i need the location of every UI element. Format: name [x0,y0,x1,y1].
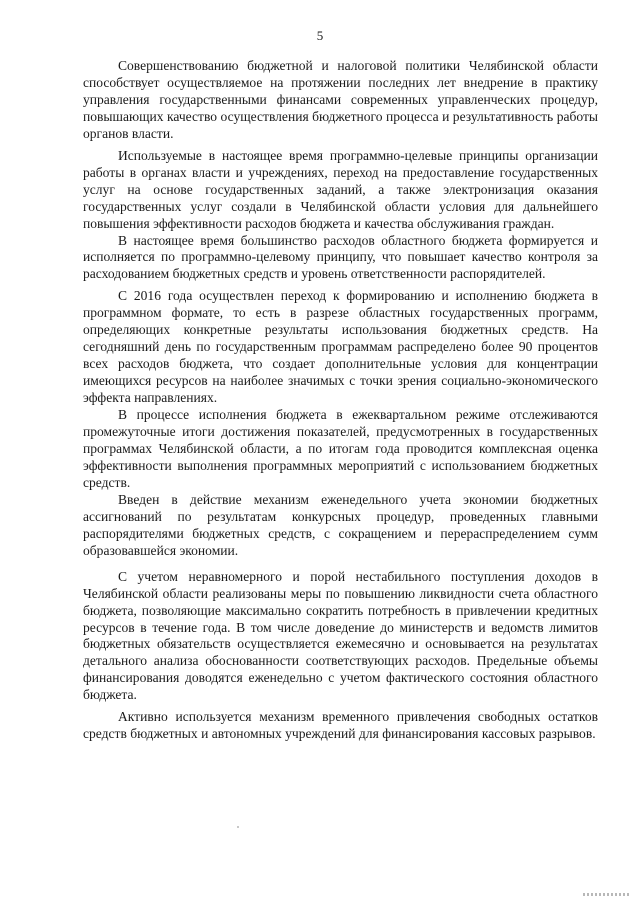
paragraph-quarterly-monitoring: В процессе исполнения бюджета в ежеквартальном режиме отслеживаются промежуточные итоги достижения показателей, предусмотренных в государственных программах Челябинской области, а по итогам года проводится комплексная оценка эффективности выполнения программных мероприятий с использованием бюджетных средств. [83,407,598,490]
document-body [83,58,598,743]
paragraph-program-format-2016: С 2016 года осуществлен переход к формированию и исполнению бюджета в программном формате, то есть в разрезе областных государственных программ, определяющих конкретные результаты использования бюджетных средств. На сегодняшний день по государственным программам распределено более 90 процентов всех расходов бюджета, что создает дополнительные условия для концентрации имеющихся ресурсов на наиболее значимых с точки зрения социально-экономического эффекта направлениях. [83,288,598,406]
page-number: 5 [316,28,324,43]
paragraph-temporary-funds: Активно используется механизм временного привлечения свободных остатков средств бюджетных и автономных учреждений для финансирования кассовых разрывов. [83,709,598,742]
scan-artifact-mark [583,893,631,896]
scan-artifact-dot [237,826,239,828]
paragraph-budget-policy: Совершенствованию бюджетной и налоговой политики Челябинской области способствует осуществляемое на протяжении последних лет внедрение в практику управления государственными финансами современных управленческих процедур, повышающих качество осуществления бюджетного процесса и результативность работы органов власти. [83,58,598,141]
paragraph-program-budget-share: В настоящее время большинство расходов областного бюджета формируется и исполняется по программно-целевому принципу, что повышает качество контроля за расходованием бюджетных средств и уровень ответственности распорядителей. [83,232,598,282]
paragraph-weekly-savings: Введен в действие механизм еженедельного учета экономии бюджетных ассигнований по результатам конкурсных процедур, проведенных главными распорядителями бюджетных средств, с сокращением и перераспределением сумм образовавшейся экономии. [83,491,598,558]
paragraph-liquidity-measures: С учетом неравномерного и порой нестабильного поступления доходов в Челябинской области реализованы меры по повышению ликвидности счета областного бюджета, позволяющие максимально сократить потребность в привлечении кредитных ресурсов в течение года. В том числе доведение до министерств и ведомств лимитов бюджетных обязательств осуществляется ежемесячно и основывается на результатах детального анализа обоснованности соответствующих расходов. Предельные объемы финансирования доводятся еженедельно с учетом фактического состояния областного бюджета. [83,568,598,703]
paragraph-program-principles: Используемые в настоящее время программно-целевые принципы организации работы в органах власти и учреждениях, переход на предоставление государственных услуг на основе государственных заданий, а также электронизация оказания государственных услуг создали в Челябинской области условия для дальнейшего повышения эффективности расходов бюджета и качества обслуживания граждан. [83,147,598,231]
